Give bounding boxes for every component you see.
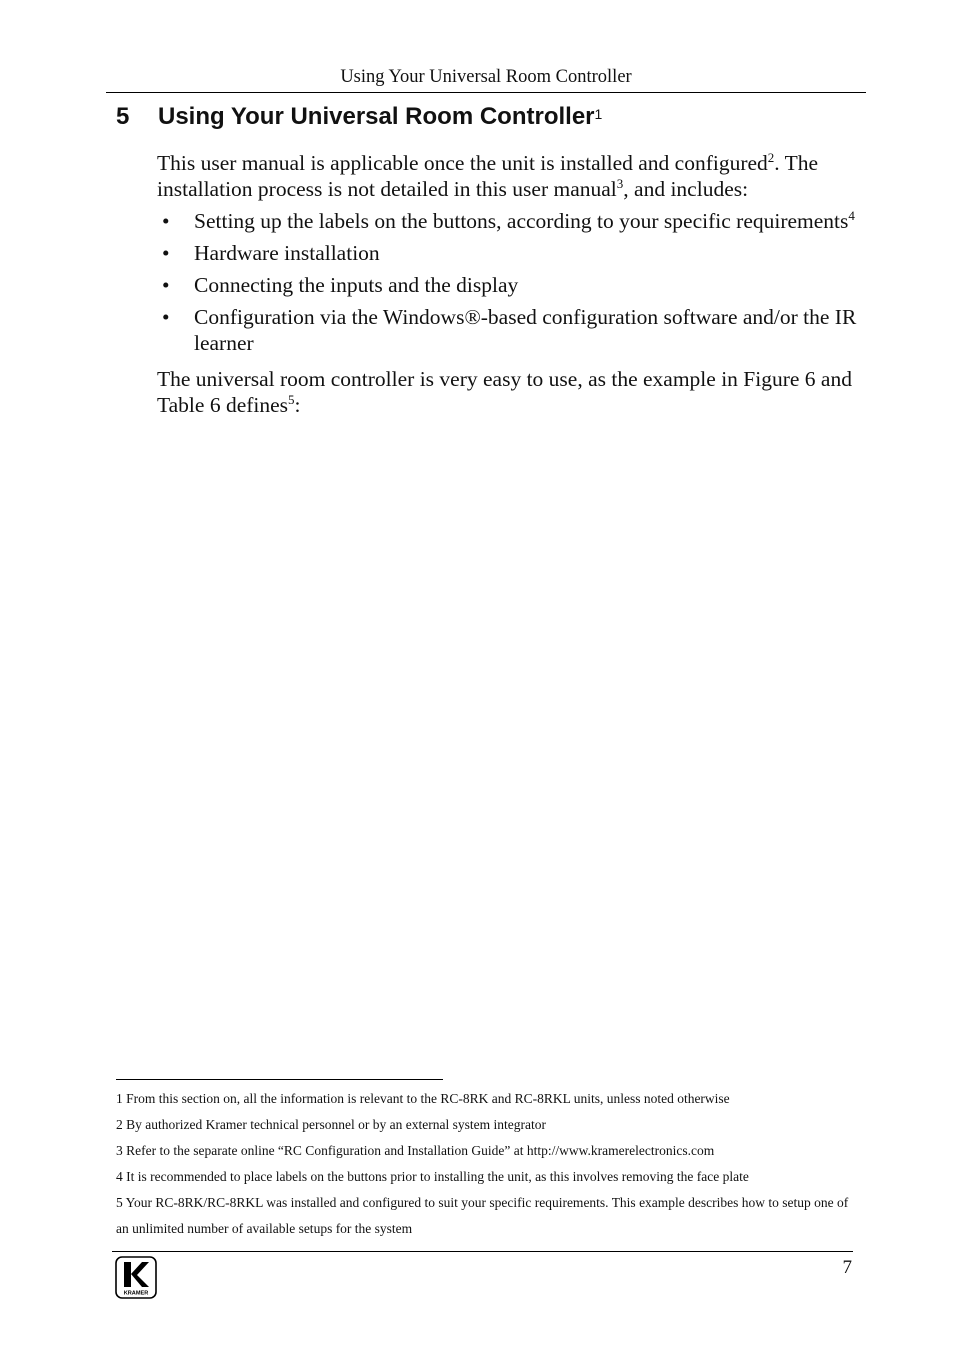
logo-text: KRAMER	[123, 1290, 149, 1297]
intro-text-b: . The installation process is not detailed in this user manual	[157, 151, 819, 201]
footnote-ref-1[interactable]: 1	[594, 106, 603, 122]
closing-text-b: :	[294, 393, 301, 417]
list-item	[157, 208, 862, 234]
footnote-1: 1 From this section on, all the information is relevant to the RC-8RK and RC-8RKL units, unless noted otherwise	[116, 1091, 730, 1106]
list-item-text: Connecting the inputs and the display	[194, 273, 519, 297]
list-item	[157, 272, 862, 298]
installation-steps-list	[157, 208, 862, 356]
footnote-2: 2 By authorized Kramer technical personnel or by an external system integrator	[116, 1117, 546, 1132]
intro-text-c: , and includes:	[623, 177, 749, 201]
footnote-5: 5 Your RC-8RK/RC-8RKL was installed and configured to suit your specific requirements. This example describes how to setup one of an unlimited number of available setups for the system	[116, 1195, 849, 1236]
section-title: Using Your Universal Room Controller	[158, 103, 595, 130]
footnote-ref-2[interactable]: 2	[767, 149, 775, 165]
running-header: Using Your Universal Room Controller	[340, 67, 632, 87]
footnote-ref-4[interactable]: 4	[848, 207, 855, 223]
list-item	[157, 304, 862, 356]
footnotes	[116, 1086, 858, 1242]
closing-paragraph	[157, 366, 862, 418]
section-heading	[116, 101, 602, 133]
page-number: 7	[842, 1257, 852, 1278]
list-item-text: Configuration via the Windows®-based configuration software and/or the IR learner	[194, 305, 857, 355]
footnote-ref-5[interactable]: 5	[288, 391, 295, 407]
footnote-ref-3[interactable]: 3	[616, 175, 624, 191]
kramer-k-logo-icon	[115, 1256, 157, 1299]
closing-text-a: The universal room controller is very easy to use, as the example in Figure 6 and Table 6 defines	[157, 367, 852, 417]
intro-paragraph	[157, 150, 862, 202]
body-text	[157, 150, 862, 418]
footer-divider	[112, 1251, 853, 1252]
list-item-text: Hardware installation	[194, 241, 380, 265]
list-item-text: Setting up the labels on the buttons, according to your specific requirements	[194, 209, 849, 233]
header-divider	[106, 92, 866, 93]
section-number: 5	[116, 103, 130, 130]
footnote-divider	[116, 1079, 443, 1080]
list-item	[157, 240, 862, 266]
footnote-3: 3 Refer to the separate online “RC Configuration and Installation Guide” at http://www.kramerelectronics.com	[116, 1143, 715, 1158]
footnote-4: 4 It is recommended to place labels on the buttons prior to installing the unit, as this involves removing the face plate	[116, 1169, 749, 1184]
intro-text-a: This user manual is applicable once the unit is installed and configured	[157, 151, 768, 175]
